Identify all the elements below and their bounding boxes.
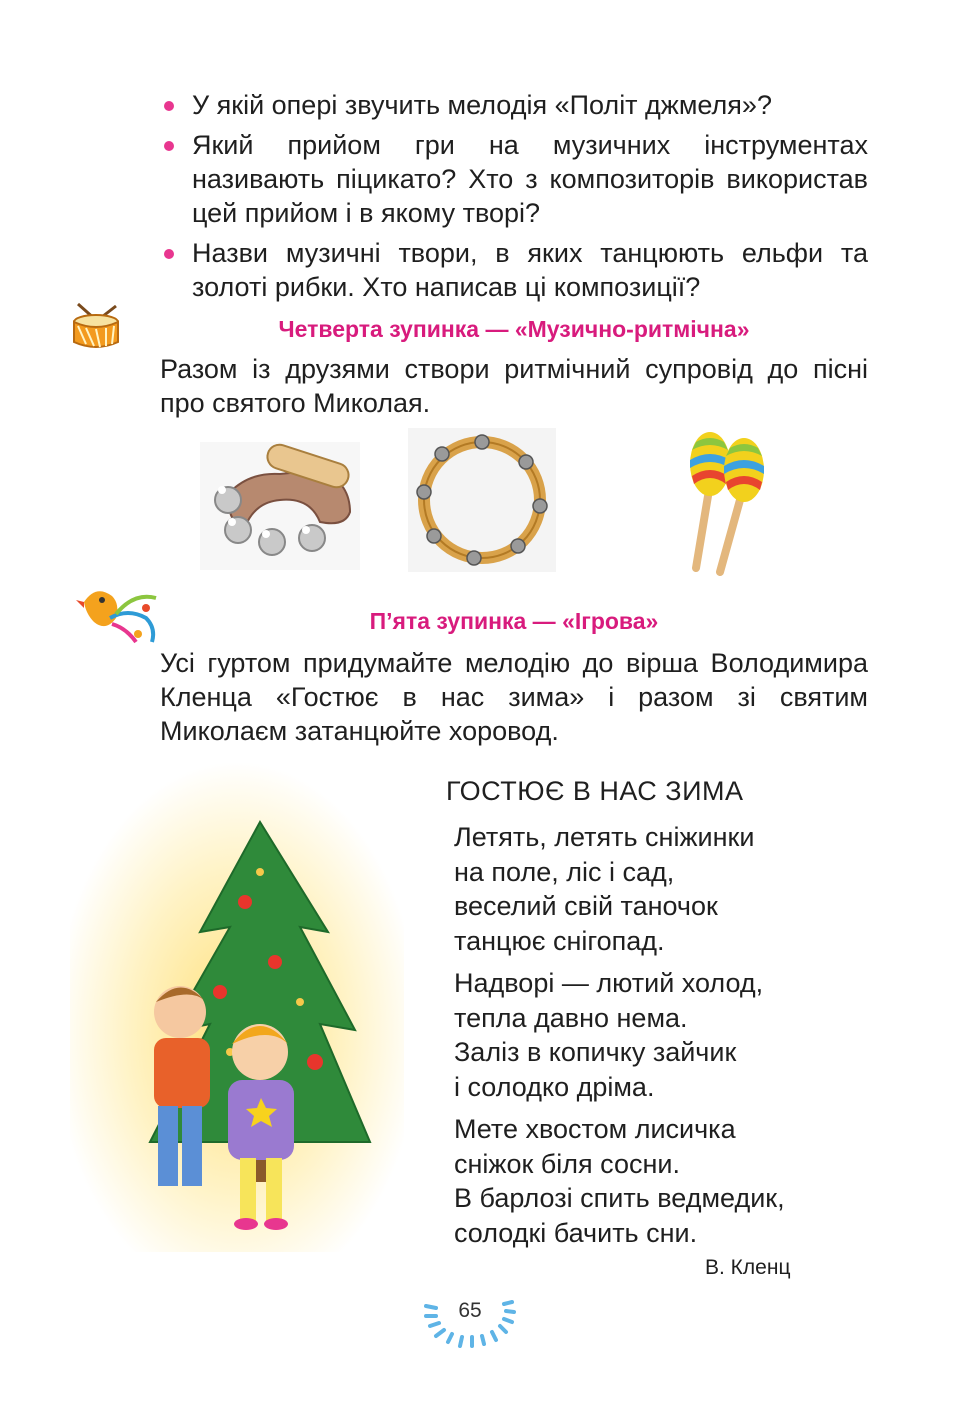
poem-line: Летять, летять сніжинки [454,822,755,852]
section4-text: Разом із друзями створи ритмічний супровід до пісні про святого Миколая. [160,354,868,418]
maracas-image [678,430,778,576]
poem-line: Надворі — лютий холод, [454,968,764,998]
poem-line: тепла давно нема. [454,1002,688,1033]
page-number: 65 [458,1299,482,1322]
drum-icon [70,302,122,352]
poem-line: танцює снігопад. [454,925,665,956]
poem-title: ГОСТЮЄ В НАС ЗИМА [446,776,744,806]
poem-line: і солодко дріма. [454,1071,655,1102]
poem-stanza [454,966,763,1104]
jingle-bells-image [200,442,360,570]
bullet-icon [164,101,174,111]
poem-line: солодкі бачить сни. [454,1217,698,1248]
section4-title: Четверта зупинка — «Музично-ритмічна» [278,316,750,342]
poem-line: Мете хвостом лисичка [454,1114,736,1144]
bird-icon [76,578,160,650]
poem-line: В барлозі спить ведмедик, [454,1183,785,1213]
bullet-icon [164,249,174,259]
section5-text: Усі гуртом придумайте мелодію до вірша Володимира Кленца «Гостює в нас зима» і разом зі святим Миколаєм затанцюйте хоровод. [160,648,868,746]
question-item: Який прийом гри на музичних інструментах називають піцикато? Хто з композиторів використав цей прийом і в якому творі? [160,128,868,230]
poem-line: сніжок біля сосни. [454,1148,680,1179]
bullet-icon [164,141,174,151]
poem-stanza [454,1112,785,1250]
poem-line: Заліз в копичку зайчик [454,1037,737,1067]
poem-author: В. Кленц [705,1256,791,1279]
poem-stanza [454,820,754,958]
tambourine-image [408,428,556,572]
question-item: У якій опері звучить мелодія «Політ джмеля»? [160,88,868,122]
question-list [160,88,868,310]
christmas-tree-illustration [70,762,404,1252]
section5-title: П’ята зупинка — «Ігрова» [369,608,659,634]
poem-line: на поле, ліс і сад, [454,856,675,887]
poem-line: веселий свій таночок [454,891,718,921]
question-item: Назви музичні твори, в яких танцюють ельфи та золоті рибки. Хто написав ці композиції? [160,236,868,304]
